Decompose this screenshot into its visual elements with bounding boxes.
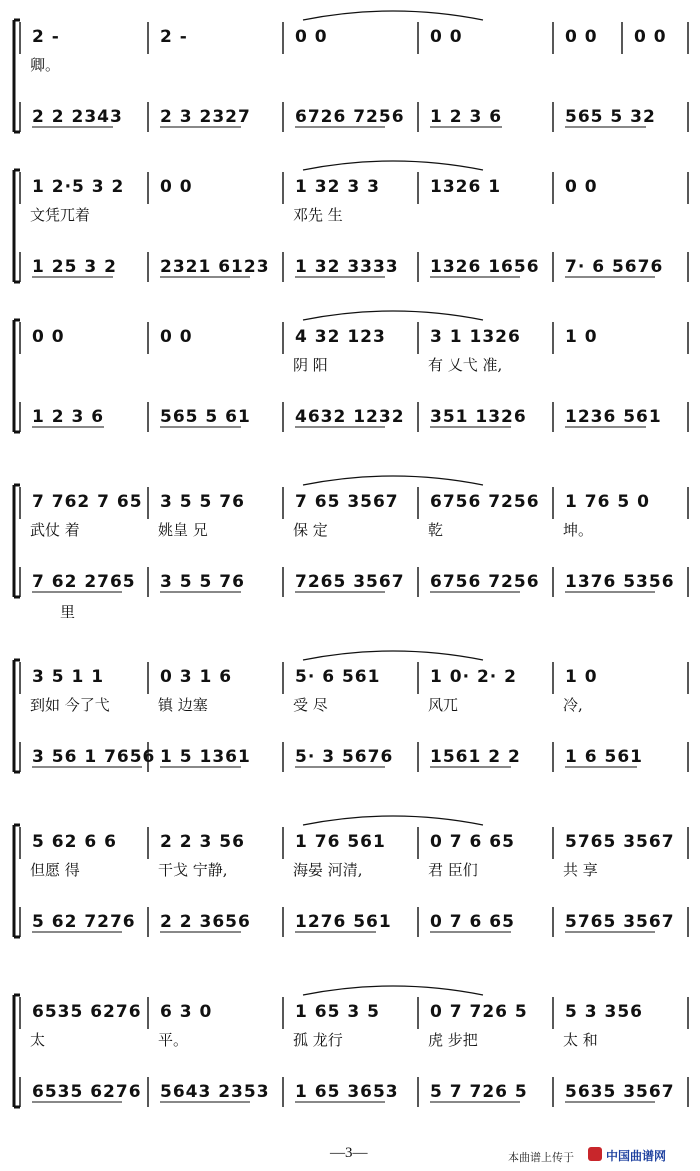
accompaniment-measure: 7 62 2765 [32, 572, 136, 592]
system-bracket [14, 485, 20, 597]
page-number: —3— [330, 1145, 368, 1161]
voice-measure: 0 0 [634, 27, 667, 47]
voice-measure: 1 76 561 [295, 832, 386, 852]
accompaniment-measure: 2 2 3656 [160, 912, 251, 932]
voice-measure: 6756 7256 [430, 492, 540, 512]
lyric-text: 海晏 河清, [293, 861, 363, 879]
score-system [14, 311, 688, 432]
voice-measure: 1 2·5 3 2 [32, 177, 125, 197]
voice-measure: 1 0 [565, 667, 598, 687]
upload-source-text: 本曲谱上传于 [508, 1151, 574, 1164]
site-logo-icon [588, 1147, 602, 1161]
accompaniment-measure: 565 5 32 [565, 107, 656, 127]
voice-measure: 6535 6276 [32, 1002, 142, 1022]
voice-measure: 0 0 [160, 177, 193, 197]
voice-measure: 0 0 [565, 177, 598, 197]
accompaniment-measure: 6726 7256 [295, 107, 405, 127]
score-system [14, 986, 688, 1107]
accompaniment-measure: 1326 1656 [430, 257, 540, 277]
accompaniment-measure: 5635 3567 [565, 1082, 675, 1102]
page-footer [0, 1143, 700, 1167]
voice-measure: 1 32 3 3 [295, 177, 380, 197]
accompaniment-measure: 1 2 3 6 [430, 107, 503, 127]
voice-measure: 7 762 7 65 [32, 492, 143, 512]
lyric-text: 冷, [563, 696, 583, 714]
lyric-text: 有 乂弋 准, [428, 356, 503, 374]
system-bracket [14, 170, 20, 282]
voice-measure: 0 0 [295, 27, 328, 47]
voice-measure: 1 0 [565, 327, 598, 347]
accompaniment-measure: 1 6 561 [565, 747, 643, 767]
voice-measure: 1326 1 [430, 177, 502, 197]
accompaniment-measure: 1376 5356 [565, 572, 675, 592]
accompaniment-measure: 5· 3 5676 [295, 747, 394, 767]
voice-measure: 2 - [160, 27, 188, 47]
slur-arc [303, 311, 483, 320]
accompaniment-measure: 7· 6 5676 [565, 257, 664, 277]
lyric-text: 文凭兀着 [30, 206, 91, 224]
voice-measure: 2 - [32, 27, 60, 47]
slur-arc [303, 476, 483, 485]
system-bracket [14, 825, 20, 937]
accompaniment-measure: 1 32 3333 [295, 257, 399, 277]
slur-arc [303, 651, 483, 660]
lyric-text: 干戈 宁静, [158, 861, 228, 879]
system-bracket [14, 660, 20, 772]
accompaniment-measure: 3 56 1 7656 [32, 747, 156, 767]
voice-measure: 3 5 1 1 [32, 667, 105, 687]
accompaniment-annotation: 里 [60, 603, 76, 621]
accompaniment-measure: 0 7 6 65 [430, 912, 515, 932]
score-system [14, 651, 688, 772]
voice-measure: 3 1 1326 [430, 327, 521, 347]
system-bracket [14, 995, 20, 1107]
site-brand-link[interactable]: 中国曲谱网 [606, 1149, 667, 1163]
voice-measure: 5765 3567 [565, 832, 675, 852]
voice-measure: 5 62 6 6 [32, 832, 117, 852]
accompaniment-measure: 5 62 7276 [32, 912, 136, 932]
lyric-text: 受 尽 [293, 696, 328, 714]
accompaniment-measure: 351 1326 [430, 407, 527, 427]
accompaniment-measure: 7265 3567 [295, 572, 405, 592]
lyric-text: 坤。 [563, 521, 594, 539]
voice-measure: 3 5 5 76 [160, 492, 245, 512]
lyric-text: 乾 [428, 521, 444, 539]
lyric-text: 虎 步把 [428, 1031, 478, 1049]
accompaniment-measure: 5 7 726 5 [430, 1082, 528, 1102]
accompaniment-measure: 5643 2353 [160, 1082, 270, 1102]
accompaniment-measure: 1561 2 2 [430, 747, 521, 767]
voice-measure: 7 65 3567 [295, 492, 399, 512]
accompaniment-measure: 2321 6123 [160, 257, 270, 277]
score-system [14, 816, 688, 937]
accompaniment-measure: 1 2 3 6 [32, 407, 105, 427]
system-bracket [14, 20, 20, 132]
voice-measure: 5· 6 561 [295, 667, 381, 687]
lyric-text: 平。 [158, 1031, 189, 1049]
voice-measure: 0 3 1 6 [160, 667, 233, 687]
slur-arc [303, 986, 483, 995]
voice-measure: 5 3 356 [565, 1002, 643, 1022]
lyric-text: 保 定 [293, 521, 328, 539]
lyric-text: 太 [30, 1031, 46, 1049]
accompaniment-measure: 4632 1232 [295, 407, 405, 427]
score-system [14, 476, 688, 621]
accompaniment-measure: 3 5 5 76 [160, 572, 245, 592]
lyric-text: 邓先 生 [293, 206, 343, 224]
lyric-text: 姚皇 兄 [158, 521, 208, 539]
voice-measure: 4 32 123 [295, 327, 386, 347]
accompaniment-measure: 2 3 2327 [160, 107, 251, 127]
voice-measure: 0 0 [160, 327, 193, 347]
voice-measure: 0 0 [565, 27, 598, 47]
lyric-text: 风兀 [428, 696, 459, 714]
accompaniment-measure: 1 65 3653 [295, 1082, 399, 1102]
system-bracket [14, 320, 20, 432]
voice-measure: 0 7 726 5 [430, 1002, 528, 1022]
lyric-text: 太 和 [563, 1031, 598, 1049]
lyric-text: 卿。 [30, 56, 61, 74]
slur-arc [303, 11, 483, 20]
voice-measure: 1 0· 2· 2 [430, 667, 517, 687]
lyric-text: 武仗 着 [30, 521, 80, 539]
voice-measure: 0 7 6 65 [430, 832, 515, 852]
accompaniment-measure: 1 25 3 2 [32, 257, 117, 277]
voice-measure: 6 3 0 [160, 1002, 213, 1022]
voice-measure: 2 2 3 56 [160, 832, 245, 852]
voice-measure: 0 0 [430, 27, 463, 47]
accompaniment-measure: 1 5 1361 [160, 747, 251, 767]
slur-arc [303, 816, 483, 825]
voice-measure: 1 65 3 5 [295, 1002, 380, 1022]
score-system [14, 11, 688, 132]
voice-measure: 0 0 [32, 327, 65, 347]
lyric-text: 孤 龙行 [293, 1031, 343, 1049]
slur-arc [303, 161, 483, 170]
accompaniment-measure: 1236 561 [565, 407, 662, 427]
lyric-text: 镇 边塞 [158, 696, 208, 714]
voice-measure: 1 76 5 0 [565, 492, 650, 512]
lyric-text: 但愿 得 [30, 861, 80, 879]
accompaniment-measure: 2 2 2343 [32, 107, 123, 127]
accompaniment-measure: 6535 6276 [32, 1082, 142, 1102]
accompaniment-measure: 6756 7256 [430, 572, 540, 592]
lyric-text: 到如 今了弋 [30, 696, 110, 714]
accompaniment-measure: 565 5 61 [160, 407, 251, 427]
score-system [14, 161, 688, 282]
lyric-text: 阴 阳 [293, 356, 328, 374]
accompaniment-measure: 1276 561 [295, 912, 392, 932]
lyric-text: 君 臣们 [428, 861, 478, 879]
lyric-text: 共 享 [563, 861, 598, 879]
accompaniment-measure: 5765 3567 [565, 912, 675, 932]
